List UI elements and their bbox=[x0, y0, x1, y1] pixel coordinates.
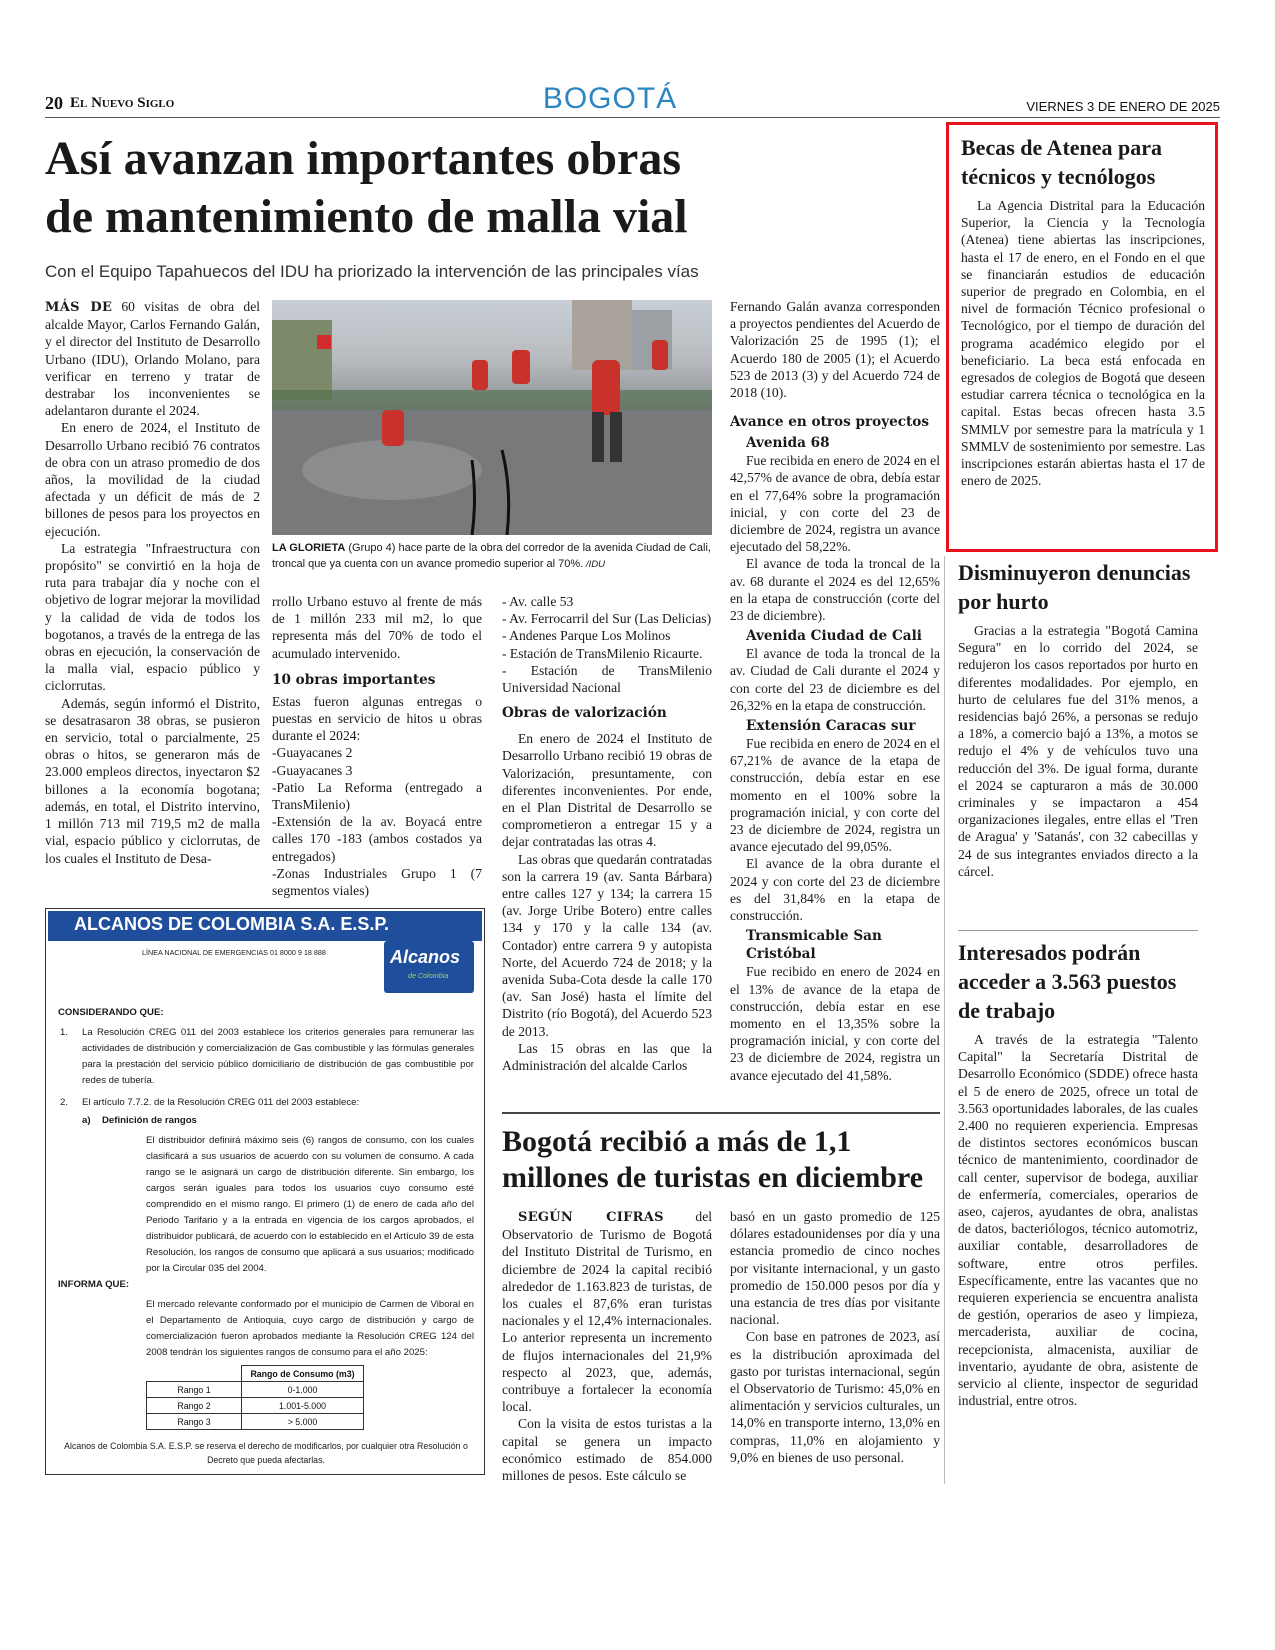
list-item: -Guayacanes 2 bbox=[272, 745, 353, 761]
tourism-top-rule bbox=[502, 1112, 940, 1114]
paragraph: Con la visita de estos turistas a la capital se genera un impacto económico estimado de 854.000 millones de pesos. Este cálculo se bbox=[502, 1416, 712, 1484]
table-cell: 0-1.000 bbox=[242, 1382, 364, 1398]
list-item: - Estación de TransMilenio Universidad Nacional bbox=[502, 662, 712, 696]
ad-item1-num: 1. bbox=[60, 1027, 69, 1038]
paragraph: Fue recibida en enero de 2024 en el 42,57% de avance de obra, debía estar en el 77,64% sobre la programación inicial, y con corte del 23 de diciembre de 2024, registra un avance ejecutado del 58,22%. bbox=[730, 453, 940, 555]
table-row bbox=[147, 1382, 364, 1398]
table-cell: Rango 3 bbox=[147, 1414, 242, 1430]
table-header-row bbox=[147, 1366, 364, 1382]
sidebar-box-body bbox=[958, 1031, 1198, 1409]
ad-informa-text: El mercado relevante conformado por el municipio de Carmen de Viboral en el Departamento de Antioquia, cuyo cargo de distribución y cargo de comercialización fueron aprobados mediante la Resolución CREG 124 del 2008 tendrán los siguientes rangos de consumo para el año 2025: bbox=[146, 1299, 474, 1358]
tourism-column-2 bbox=[730, 1208, 940, 1466]
paragraph: basó en un gasto promedio de 125 dólares estadounidenses por día y una estancia promedio de cinco noches por visitante internacional, y un gasto promedio de 150.000 pesos por día y una estancia de tres días por visitante nacional. bbox=[730, 1209, 940, 1328]
sidebar-box-atenea bbox=[946, 122, 1218, 552]
list-item: -Zonas Industriales Grupo 1 (7 segmentos viales) bbox=[272, 865, 482, 899]
main-subhead: Con el Equipo Tapahuecos del IDU ha priorizado la intervención de las principales vías bbox=[45, 262, 699, 281]
table-cell: > 5.000 bbox=[242, 1414, 364, 1430]
tourism-headline-line1: Bogotá recibió a más de 1,1 bbox=[502, 1125, 852, 1158]
tourism-column-1 bbox=[502, 1208, 712, 1484]
alcanos-ad bbox=[45, 908, 485, 1475]
ad-item1: La Resolución CREG 011 del 2003 establece los criterios generales para remunerar las actividades de distribución y comercialización de Gas combustible y las fórmulas generales para la prestación del servicio público domiciliario de distribución de gas combustible por redes de tubería. bbox=[82, 1027, 474, 1086]
sidebar-box-empleo bbox=[958, 938, 1198, 1409]
newspaper-name: El Nuevo Siglo bbox=[70, 95, 175, 111]
article-column-3 bbox=[502, 593, 712, 1074]
sidebar-box-title: Interesados podrán acceder a 3.563 puestos de trabajo bbox=[958, 940, 1177, 1023]
table-cell: Rango 1 bbox=[147, 1382, 242, 1398]
list-item: - Av. calle 53 bbox=[502, 594, 574, 609]
page-number: 20 bbox=[45, 93, 63, 113]
list-item: -Guayacanes 3 bbox=[272, 762, 353, 778]
list-item: -Extensión de la av. Boyacá entre calles 170 -183 (ambos costados ya entregados) bbox=[272, 814, 482, 864]
ad-sub-a: a) bbox=[82, 1115, 91, 1126]
ad-sub-a-title: Definición de rangos bbox=[102, 1115, 197, 1126]
paragraph: Fue recibido en enero de 2024 en el 13% de avance de la etapa de construcción, debía estar en ese momento en el 13,35% sobre la programación inicial, y con corte del 23 de diciembre de 2024, registra un avance ejecutado del 41,58%. bbox=[730, 964, 940, 1083]
ad-title: ALCANOS DE COLOMBIA S.A. E.S.P. bbox=[74, 914, 390, 934]
paragraph: El avance de toda la troncal de la av. Ciudad de Cali durante el 2024 y con corte del 23 de diciembre es del 26,32% en la etapa de construcción. bbox=[730, 646, 940, 713]
subheading-minor: Avenida Ciudad de Cali bbox=[746, 628, 922, 645]
paragraph: Además, según informó el Distrito, se desatrasaron 38 obras, se pusieron en servicio, total o parcialmente, 25 obras o hitos, se generaron más de 23.000 empleos directos, inyectaron $2 billones a la economía bogotana; además, en total, el Distrito intervino, 1 millón 713 mil 719,5 m2 de malla vial, espacio público y ciclorrutas, de los cuales el Instituto de Desa- bbox=[45, 695, 260, 866]
works-list bbox=[272, 744, 482, 899]
ad-footer: Alcanos de Colombia S.A. E.S.P. se reserva el derecho de modificarlos, por cualquier otra Resolución o Decreto que pueda afectarlas. bbox=[64, 1441, 468, 1465]
sidebar-box-title: Becas de Atenea para técnicos y tecnólogos bbox=[961, 135, 1163, 189]
paragraph: Las obras que quedarán contratadas son la carrera 19 (av. Santa Bárbara) entre calles 127 y 134; la carrera 15 (av. Jorge Uribe Botero) entre calles 134 y 170 y la calle 134 (av. Contador) entre carrera 9 y autopista Norte, del Acuerdo 724 de 2018; y la avenida Suba-Cota desde la calle 170 (av. San José) hasta el límite del Distrito (río Bogotá), del Acuerdo 523 de 2013. bbox=[502, 851, 713, 1039]
paragraph: Con base en patrones de 2023, así es la distribución aproximada del gasto por turistas internacional, según el Observatorio de Turismo: 45,0% en alimentación y servicios culturales, un 14,0% en transporte interno, 13,0% en compras, 11,0% en alojamiento y 9,0% en bienes de uso personal. bbox=[730, 1329, 940, 1465]
article-lead: MÁS DE bbox=[45, 300, 113, 315]
main-headline-line2: de mantenimiento de malla vial bbox=[45, 190, 688, 243]
paragraph: A través de la estrategia "Talento Capital" la Secretaría Distrital de Desarrollo Económico (SDDE) ofrece hasta el 5 de enero de 2025, ofrece un total de 3.563 oportunidades laborales, de las cuales 2.400 no requieren experiencia. Empresas de distintos sectores económicos buscan técnico de mantenimiento, coordinador de call center, supervisor de bodega, auxiliar de enfermería, comerciales, operarios de aseo, cajeros, ayudantes de obra, analistas de datos, bacteriólogos, técnico automotriz, auxiliar contable, desarrolladores de software, entre otros perfiles. Específicamente, entre las vacantes que no requieren experiencia se encuentra analista de gestión, operarios de aseo y limpieza, mercaderista, auxiliar de cocina, recepcionista, almacenista, auxiliar de inventario, ayudante de obra, asistente de servicio al cliente, inspector de seguridad industrial, entre otros. bbox=[958, 1032, 1198, 1409]
header-rule bbox=[45, 117, 1220, 118]
tourism-lead: SEGÚN CIFRAS bbox=[518, 1210, 664, 1225]
subheading-minor: Transmicable San Cristóbal bbox=[746, 928, 882, 963]
sidebar-box-title: Disminuyeron denuncias por hurto bbox=[958, 560, 1191, 614]
main-headline-line1: Así avanzan importantes obras bbox=[45, 132, 682, 185]
photo-caption-lead: LA GLORIETA bbox=[272, 542, 346, 554]
sidebar-box-hurto bbox=[958, 558, 1198, 880]
subheading-minor: Extensión Caracas sur bbox=[746, 718, 916, 735]
list-item: - Av. Ferrocarril del Sur (Las Delicias) bbox=[502, 611, 712, 627]
photo-credit: /IDU bbox=[583, 559, 606, 570]
ad-item2-num: 2. bbox=[60, 1097, 69, 1108]
paragraph: 60 visitas de obra del alcalde Mayor, Carlos Fernando Galán, y el director del Instituto de Desarrollo Urbano (IDU), Orlando Molano, para verificar en terreno y tratar de destrabar los inconvenientes se adelantaron durante el 2024. bbox=[45, 299, 261, 419]
paragraph: Fernando Galán avanza corresponden a proyectos pendientes del Acuerdo de Valorización 25 de 1995 (1); el Acuerdo 180 de 2005 (1); el Acuerdo 523 de 2013 (3) y del Acuerdo 724 de 2018 (10). bbox=[730, 299, 940, 401]
issue-date: VIERNES 3 DE ENERO DE 2025 bbox=[1026, 99, 1220, 114]
ad-hotline: LÍNEA NACIONAL DE EMERGENCIAS 01 8000 9 18 888 bbox=[142, 948, 326, 957]
table-row bbox=[147, 1414, 364, 1430]
article-column-4 bbox=[730, 298, 940, 1084]
subheading: Avance en otros proyectos bbox=[730, 414, 930, 431]
table-row bbox=[147, 1398, 364, 1414]
table-cell: 1.001-5.000 bbox=[242, 1398, 364, 1414]
paragraph: La estrategia "Infraestructura con propósito" se convirtió en la hoja de ruta para trabajar día y noche con el objetivo de lograr mejorar la movilidad y la calidad de vida de todos los bogotanos, a través de la entrega de las obras en ejecución, la conservación de la malla vial, espacio público y ciclorrutas. bbox=[45, 540, 260, 694]
column-divider bbox=[944, 556, 945, 1484]
paragraph: El avance de la obra durante el 2024 y con corte del 23 de diciembre es del 31,84% en la etapa de construcción. bbox=[730, 856, 940, 924]
paragraph: El avance de toda la troncal de la av. 68 durante el 2024 es del 12,65% en la etapa de construcción (corte del 23 de diciembre). bbox=[730, 556, 940, 624]
tourism-headline-line2: millones de turistas en diciembre bbox=[502, 1161, 924, 1194]
paragraph: Fue recibida en enero de 2024 en el 67,21% de avance de la etapa de construcción, debía estar en ese momento en el 100% sobre la programación inicial, y con corte del 23 de diciembre de 2024, registra un avance ejecutado del 99,05%. bbox=[730, 736, 940, 855]
article-column-1 bbox=[45, 298, 260, 867]
alcanos-logo-text: Alcanos bbox=[390, 947, 461, 967]
ad-informa: INFORMA QUE: bbox=[58, 1279, 130, 1290]
works-list-continued bbox=[502, 593, 712, 696]
section-title: BOGOTÁ bbox=[542, 82, 678, 115]
paragraph: del Observatorio de Turismo de Bogotá del Instituto Distrital de Turismo, en diciembre de 2024 la capital recibió alrededor de 1.163.823 de turistas, de los cuales el 87,6% eran turistas nacionales y el 12,4% internacionales. Lo anterior representa un incremento de flujos internacionales del 21,9% respecto al 2023, que, además, contribuye a fortalecer la economía local. bbox=[502, 1209, 712, 1415]
ad-item2: El artículo 7.7.2. de la Resolución CREG 011 del 2003 establece: bbox=[82, 1097, 360, 1108]
paragraph: La Agencia Distrital para la Educación Superior, la Ciencia y la Tecnología (Atenea) tiene abiertas las inscripciones, hasta el 17 de enero, en el Fondo en el que se financiarán estudios de educación superior de pregrado en Colombia, en el nivel de formación Técnico profesional o Tecnológico, por el tiempo de duración del programa académico elegido por el beneficiario. La beca está enfocada en egresados de colegios de Bogotá que deseen estudiar carrera técnica o tecnológica en la capital. Estas becas ofrecen hasta 3.5 SMMLV por semestre para la matrícula y 1 SMMLV de sostenimiento por semestre. Las inscripciones estarán abiertas hasta el 17 de enero de 2025. bbox=[961, 198, 1205, 489]
construction-photo bbox=[272, 300, 712, 535]
paragraph: rrollo Urbano estuvo al frente de más de 1 millón 233 mil m2, lo que representa más del 70% de todo el acumulado intervenido. bbox=[272, 594, 482, 661]
subheading-minor: Avenida 68 bbox=[746, 435, 830, 452]
list-item: -Patio La Reforma (entregado a TransMilenio) bbox=[272, 779, 482, 813]
paragraph: Estas fueron algunas entregas o puestas en servicio de hitos u obras durante el 2024: bbox=[272, 693, 482, 744]
ad-considerando: CONSIDERANDO QUE: bbox=[58, 1007, 164, 1018]
sidebar-divider bbox=[958, 930, 1198, 931]
photo-caption bbox=[272, 540, 712, 573]
ad-sub-a-text: El distribuidor definirá máximo seis (6) rangos de consumo, con los cuales clasificará a sus usuarios de acuerdo con su volumen de consumo. A cada rango se le asignará un cargo de distribución diferente. Sin embargo, los cargos serán iguales para todos los usuarios cuyo consumo esté comprendido en el mismo rango. El primero (1) de enero de cada año del Periodo Tarifario y a la entrada en vigencia de los cargos aprobados, el distribuidor publicará, de acuerdo con lo establecido en el Artículo 39 de esta Resolución, los rangos de consumo que aplicará a sus usuarios; modificado por la Circular 035 del 2004. bbox=[146, 1135, 474, 1274]
tourism-headline bbox=[502, 1124, 942, 1196]
list-item: - Estación de TransMilenio Ricaurte. bbox=[502, 645, 703, 661]
paragraph: Gracias a la estrategia "Bogotá Camina Segura" en lo corrido del 2024, se redujeron los casos reportados por hurto en diferentes modalidades. Por ejemplo, en hurto de celulares fue del 31% menos, a residencias bajó 26%, a personas se redujo a 18%, a comercio bajó a 13%, a motos se redujo el 4% y de vehículos tuvo una reducción del 3%. De igual forma, durante el 2024 se capturaron a más de 30.000 criminales y se impactaron a 454 organizaciones ilegales, entre ellas el 'Tren de Aragua' y 'Satanás', con 32 cabecillas y 24 de sus integrantes enviados directo a la cárcel. bbox=[958, 623, 1198, 879]
article-column-2 bbox=[272, 593, 482, 899]
paragraph: En enero de 2024 el Instituto de Desarrollo Urbano recibió 19 obras de Valorización, presuntamente, con diferentes inconvenientes. Por ende, en el Plan Distrital de Desarrollo se comprometieron a entregar 15 y a dejar contratadas las otras 4. bbox=[502, 731, 712, 850]
photo-caption-text: (Grupo 4) hace parte de la obra del corredor de la avenida Ciudad de Cali, troncal que ya cuenta con un avance promedio superior al 70%. bbox=[272, 542, 711, 570]
paragraph: Las 15 obras en las que la Administración del alcalde Carlos bbox=[502, 1040, 712, 1074]
sidebar-box-body bbox=[961, 197, 1205, 489]
subheading: Obras de valorización bbox=[502, 705, 667, 722]
sidebar-box-body bbox=[958, 622, 1198, 880]
alcanos-logo-sub: de Colombia bbox=[408, 971, 449, 980]
alcanos-logo bbox=[384, 941, 474, 993]
subheading: 10 obras importantes bbox=[272, 671, 436, 688]
list-item: - Andenes Parque Los Molinos bbox=[502, 628, 671, 644]
paragraph: En enero de 2024, el Instituto de Desarrollo Urbano recibió 76 contratos de obra con un atraso promedio de dos años, la movilidad de la ciudad afectada y un déficit de más de 2 billones de pesos para los proyectos en ejecución. bbox=[45, 420, 260, 539]
table-cell: Rango 2 bbox=[147, 1398, 242, 1414]
consumption-table bbox=[146, 1365, 364, 1430]
table-header: Rango de Consumo (m3) bbox=[242, 1366, 364, 1382]
main-headline bbox=[45, 130, 688, 246]
photo-illustration bbox=[272, 300, 712, 535]
